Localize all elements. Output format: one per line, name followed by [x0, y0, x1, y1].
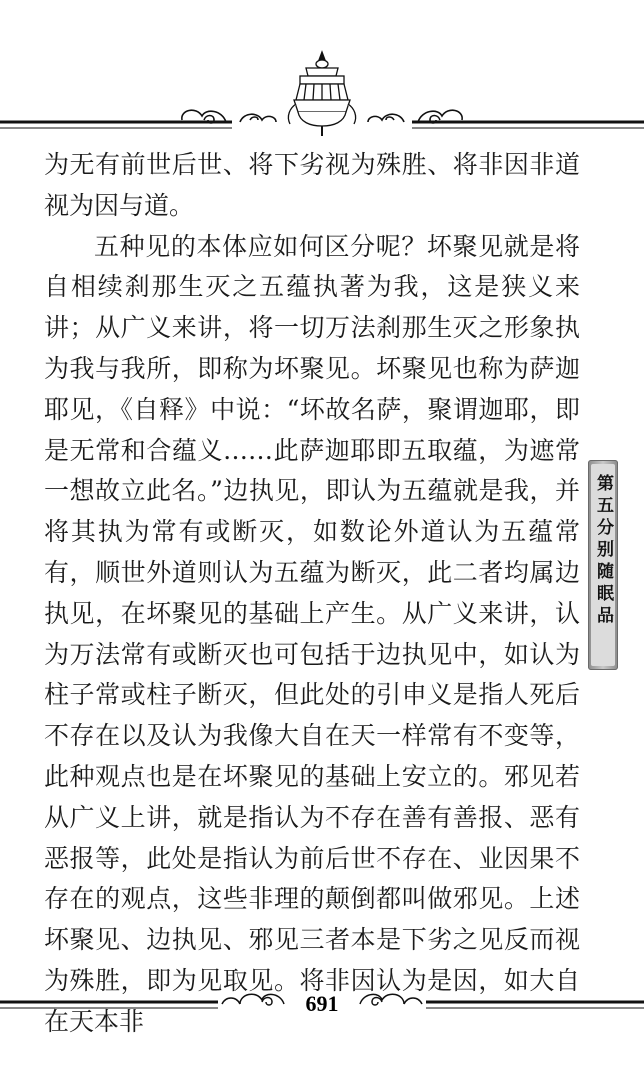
victory-banner-icon	[288, 52, 355, 136]
footer-cloud-left-icon	[222, 994, 284, 1005]
header-ornament	[0, 50, 644, 140]
paragraph-five-views: 五种见的本体应如何区分呢？坏聚见就是将自相续刹那生灭之五蕴执著为我，这是狭义来讲；从广义来讲，将一切万法刹那生灭之形象执为我与我所，即称为坏聚见。坏聚见也称为萨迦耶见，《自释》中说：“坏故名萨，聚谓迦耶，即是无常和合蕴义……此萨迦耶即五取蕴，为遮常一想故立此名。”边执见，即认为五蕴就是我，并将其执为常有或断灭，如数论外道认为五蕴常有，顺世外道则认为五蕴为断灭，此二者均属边执见，在坏聚见的基础上产生。从广义来讲，认为万法常有或断灭也可包括于边执见中，如认为柱子常或柱子断灭，但此处的引申义是指人死后不存在以及认为我像大自在天一样常有不变等，此种观点也是在坏聚见的基础上安立的。邪见若从广义上讲，就是指认为不存在善有善报、恶有恶报等，此处是指认为前后世不存在、业因果不存在的观点，这些非理的颠倒都叫做邪见。上述坏聚见、边执见、邪见三者本是下劣之见反而视为殊胜，即为见取见。将非因认为是因，如大自在天本非	[44, 231, 580, 1036]
header-rule-left	[0, 122, 232, 128]
footer-rule-right	[426, 1002, 644, 1008]
paragraph-continuation: 为无有前世后世、将下劣视为殊胜、将非因非道视为因与道。	[44, 150, 580, 220]
header-rule-right	[412, 122, 644, 128]
body-text	[44, 145, 580, 1043]
chapter-side-tab-label: 第五分别随眠品	[593, 474, 613, 628]
footer-rule-left	[0, 1002, 218, 1008]
page-number: 691	[305, 991, 339, 1016]
footer-cloud-right-icon	[360, 994, 422, 1005]
chapter-side-tab	[588, 460, 618, 670]
